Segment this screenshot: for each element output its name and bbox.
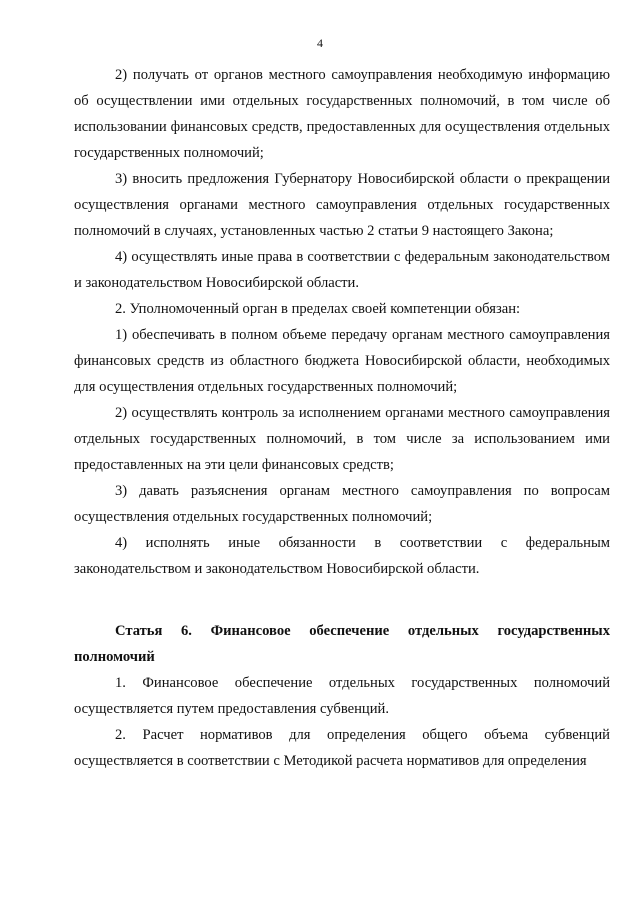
paragraph: 4) осуществлять иные права в соответствии с федеральным законодательством и законодательством Новосибирской области.: [74, 249, 610, 291]
paragraph: 4) исполнять иные обязанности в соответствии с федеральным законодательством и законодательством Новосибирской области.: [74, 535, 610, 577]
paragraph: 3) давать разъяснения органам местного самоуправления по вопросам осуществления отдельных государственных полномочий;: [74, 483, 610, 525]
paragraph: 1) обеспечивать в полном объеме передачу органам местного самоуправления финансовых средств из областного бюджета Новосибирской области, необходимых для осуществления отдельных государственных полномочий;: [74, 327, 610, 395]
paragraph: 2) получать от органов местного самоуправления необходимую информацию об осуществлении ими отдельных государственных полномочий, в том числе об использовании финансовых средств, предоставленных для осуществления отдельных государственных полномочий;: [74, 67, 610, 161]
paragraph: 1. Финансовое обеспечение отдельных государственных полномочий осуществляется путем предоставления субвенций.: [74, 675, 610, 717]
paragraph: 3) вносить предложения Губернатору Новосибирской области о прекращении осуществления органами местного самоуправления отдельных государственных полномочий в случаях, установленных частью 2 статьи 9 настоящего Закона;: [74, 171, 610, 239]
paragraph: 2. Расчет нормативов для определения общего объема субвенций осуществляется в соответствии с Методикой расчета нормативов для определения: [74, 727, 610, 769]
paragraph: 2) осуществлять контроль за исполнением органами местного самоуправления отдельных государственных полномочий, в том числе за использованием ими предоставленных на эти цели финансовых средств;: [74, 405, 610, 473]
page-number: 4: [317, 36, 323, 50]
article-heading: Статья 6. Финансовое обеспечение отдельных государственных полномочий: [74, 623, 610, 665]
document-body: [74, 62, 610, 774]
paragraph: 2. Уполномоченный орган в пределах своей компетенции обязан:: [115, 301, 521, 317]
